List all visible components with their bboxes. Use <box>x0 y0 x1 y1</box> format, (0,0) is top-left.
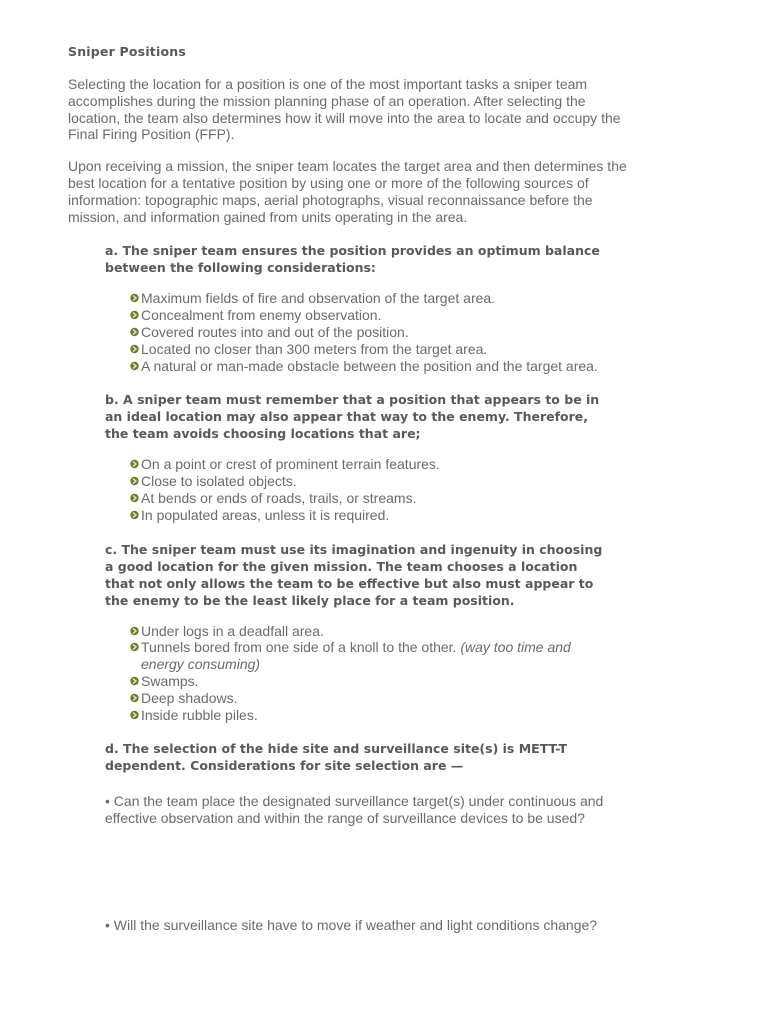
list-item <box>130 690 605 707</box>
bullet-icon <box>130 327 139 337</box>
bullet-icon <box>130 510 139 520</box>
consideration-point: • Will the surveillance site have to move if weather and light conditions change? <box>105 916 598 933</box>
section-heading: c. The sniper team must use its imagination and ingenuity in choosing a good location for the given mission. The team chooses a location that not only allows the team to be effective but also must appear to the enemy to be the least likely place for a team position. <box>105 541 603 608</box>
list-item <box>130 358 605 375</box>
document-page <box>68 44 638 934</box>
bullet-icon <box>130 642 139 652</box>
list-item-text: Covered routes into and out of the position. <box>141 323 409 340</box>
bullet-icon <box>130 676 139 686</box>
list-item-text: Under logs in a deadfall area. <box>141 622 324 639</box>
list-item <box>130 707 605 724</box>
list-item-text: A natural or man-made obstacle between the position and the target area. <box>141 357 598 374</box>
list-item <box>130 341 605 358</box>
section-heading: a. The sniper team ensures the position provides an optimum balance between the following considerations: <box>105 243 600 276</box>
list-item <box>130 473 605 490</box>
list-item <box>130 623 605 640</box>
section-heading: b. A sniper team must remember that a position that appears to be in an ideal location may also appear that way to the enemy. Therefore, the team avoids choosing locations that are; <box>105 392 600 442</box>
list-item-text: Tunnels bored from one side of a knoll to the other. <box>141 639 457 656</box>
bullet-icon <box>130 293 139 303</box>
list-item-text: On a point or crest of prominent terrain features. <box>141 456 440 473</box>
list-item-text: At bends or ends of roads, trails, or streams. <box>141 489 417 506</box>
list-item-text: Swamps. <box>141 672 199 689</box>
list-item-text: Inside rubble piles. <box>141 706 258 723</box>
list-item <box>130 307 605 324</box>
bullet-icon <box>130 459 139 469</box>
list-item-text: Maximum fields of fire and observation of the target area. <box>141 290 496 307</box>
list-item <box>130 490 605 507</box>
bullet-icon <box>130 626 139 636</box>
intro-paragraph: Selecting the location for a position is one of the most important tasks a sniper team accomplishes during the mission planning phase of an operation. After selecting the location, the team also determines how it will move into the area to locate and occupy the Final Firing Position (FFP). <box>68 76 621 143</box>
bullet-list <box>105 456 605 523</box>
bullet-icon <box>130 693 139 703</box>
section-heading: d. The selection of the hide site and surveillance site(s) is METT-T dependent. Considerations for site selection are — <box>105 741 568 774</box>
list-item <box>130 290 605 307</box>
list-item-text: Deep shadows. <box>141 689 238 706</box>
intro-paragraph: Upon receiving a mission, the sniper team locates the target area and then determines the best location for a tentative position by using one or more of the following sources of information: topographic maps, aerial photographs, visual reconnaissance before the mission, and information gained from units operating in the area. <box>68 158 627 225</box>
bullet-icon <box>130 310 139 320</box>
list-item-text: Close to isolated objects. <box>141 473 297 490</box>
list-item <box>130 507 605 524</box>
bullet-icon <box>130 361 139 371</box>
list-item <box>130 456 605 473</box>
list-item-text: In populated areas, unless it is required. <box>141 506 390 523</box>
bullet-icon <box>130 476 139 486</box>
bullet-list <box>105 290 605 374</box>
bullet-icon <box>130 710 139 720</box>
section-b <box>105 391 605 523</box>
bullet-icon <box>130 493 139 503</box>
bullet-icon <box>130 344 139 354</box>
page-title: Sniper Positions <box>68 44 186 59</box>
section-c <box>105 541 605 724</box>
list-item <box>130 639 605 673</box>
consideration-point: • Can the team place the designated surveillance target(s) under continuous and effective observation and within the range of surveillance devices to be used? <box>105 793 604 827</box>
list-item <box>130 673 605 690</box>
section-d <box>105 740 605 933</box>
list-item <box>130 324 605 341</box>
list-item-text: Concealment from enemy observation. <box>141 307 382 324</box>
italic-note: (way too time and energy consuming) <box>141 639 571 673</box>
list-item-text: Located no closer than 300 meters from the target area. <box>141 340 488 357</box>
section-a <box>105 242 605 374</box>
bullet-list <box>105 623 605 724</box>
